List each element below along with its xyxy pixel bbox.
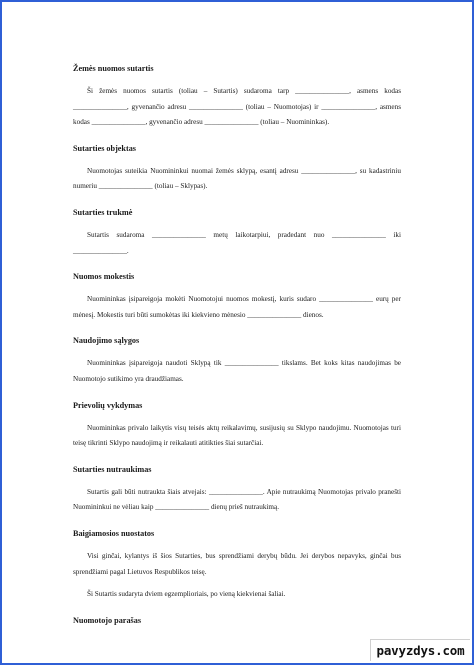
section-paragraph-object: Nuomotojas suteikia Nuomininkui nuomai žemės sklypą, esantį adresu _______________, su kadastriniu numeriu _______________ (toliau – Sklypas).	[73, 166, 401, 191]
section-paragraph-termination: Sutartis gali būti nutraukta šiais atvejais: _______________. Apie nutraukimą Nuomotojas privalo pranešti Nuomininkui ne vėliau kaip _______________ dienų prieš nutraukimą.	[73, 487, 401, 512]
watermark-logo: pavyzdys.com	[370, 639, 470, 661]
section-paragraph-fee: Nuomininkas įsipareigoja mokėti Nuomotojui nuomos mokestį, kuris sudaro _______________ eurų per mėnesį. Mokestis turi būti sumokėtas iki kiekvieno mėnesio _______________ dienos.	[73, 295, 401, 319]
section-heading-obligations: Prievolių vykdymas	[73, 400, 143, 410]
section-paragraph-duration: Sutartis sudaroma _______________ metų laikotarpiui, pradedant nuo _______________ iki _______________.	[73, 230, 401, 255]
section-heading-usage: Naudojimo sąlygos	[73, 336, 140, 346]
section-heading-duration: Sutarties trukmė	[73, 207, 133, 217]
section-heading-fee: Nuomos mokestis	[73, 272, 135, 282]
intro-paragraph: Ši žemės nuomos sutartis (toliau – Sutartis) sudaroma tarp _______________, asmens kodas _______________, gyvenančio adresu _______________ (toliau – Nuomotojas) ir _______________, asmens kodas _______________, gyvenančio adresu _______________ (toliau – Nuomininkas).	[73, 87, 401, 127]
section-heading-final: Baigiamosios nuostatos	[73, 528, 155, 538]
document-title: Žemės nuomos sutartis	[73, 64, 154, 73]
section-paragraph-final-copies: Ši Sutartis sudaryta dviem egzemplioriais, po vieną kiekvienai šaliai.	[87, 590, 286, 599]
section-paragraph-usage: Nuomininkas įsipareigoja naudoti Sklypą tik _______________ tikslams. Bet koks kitas naudojimas be Nuomotojo sutikimo yra draudžiamas.	[73, 359, 401, 383]
section-paragraph-final-disputes: Visi ginčai, kylantys iš šios Sutarties, bus sprendžiami derybų būdu. Jei derybos nepavyks, ginčai bus sprendžiami pagal Lietuvos Respublikos teisę.	[73, 551, 401, 576]
section-heading-object: Sutarties objektas	[73, 143, 136, 153]
document-body	[73, 64, 401, 626]
section-heading-landlord-signature: Nuomotojo parašas	[73, 615, 142, 625]
section-paragraph-obligations: Nuomininkas privalo laikytis visų teisės aktų reikalavimų, susijusių su Sklypo naudojimu. Nuomotojas turi teisę tikrinti Sklypo naudojimą ir reikalauti atitikties šiai sutarčiai.	[73, 423, 401, 448]
section-heading-termination: Sutarties nutraukimas	[73, 464, 152, 474]
